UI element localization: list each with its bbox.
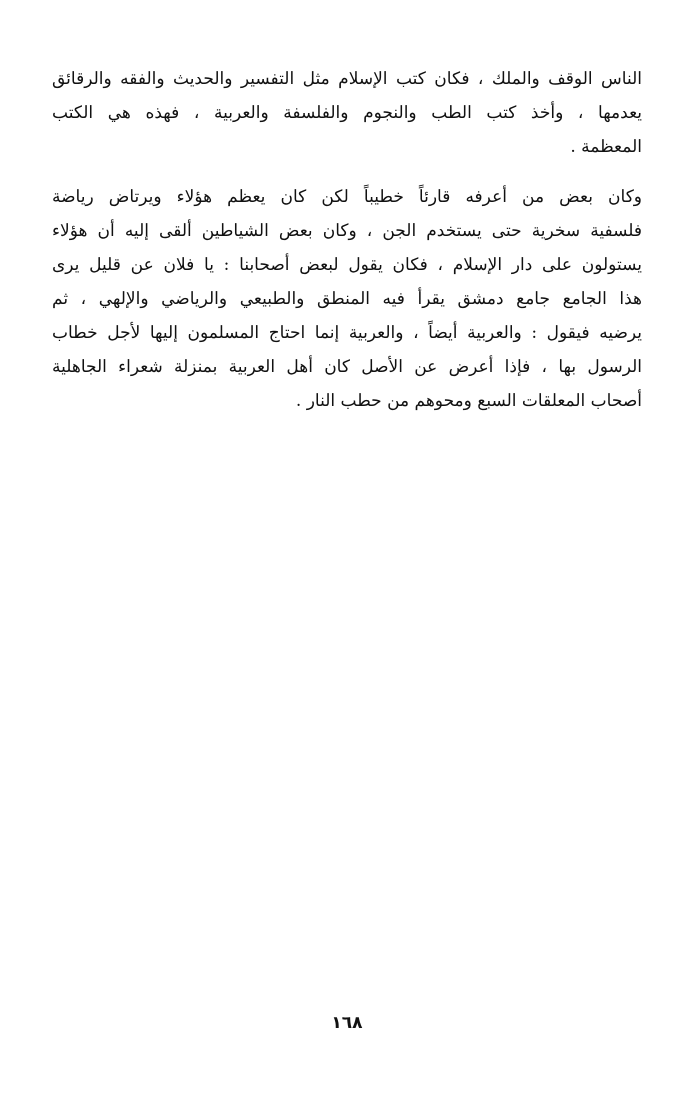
- page-number: ١٦٨: [331, 1013, 363, 1033]
- paragraph-line: هذا الجامع جامع دمشق يقرأ فيه المنطق والطبيعي والرياضي والإلهي ، ثم: [52, 289, 642, 309]
- paragraph-line: يرضيه فيقول : والعربية أيضاً ، والعربية إنما احتاج المسلمون إليها لأجل خطاب: [52, 323, 642, 343]
- paragraph-2: [52, 180, 642, 418]
- paragraph-line: المعظمة .: [570, 137, 642, 157]
- paragraph-line: أصحاب المعلقات السبع ومحوهم من حطب النار .: [295, 391, 642, 411]
- paragraph-line: وكان بعض من أعرفه قارئاً خطيباً لكن كان يعظم هؤلاء ويرتاض رياضة: [52, 187, 642, 207]
- paragraph-line: الناس الوقف والملك ، فكان كتب الإسلام مثل التفسير والحديث والفقه والرقائق: [52, 69, 642, 89]
- paragraph-1: [52, 62, 642, 164]
- paragraph-line: يعدمها ، وأخذ كتب الطب والنجوم والفلسفة والعربية ، فهذه هي الكتب: [52, 103, 642, 123]
- paragraph-line: فلسفية سخرية حتى يستخدم الجن ، وكان بعض الشياطين ألقى إليه أن هؤلاء: [52, 221, 642, 241]
- paragraph-line: يستولون على دار الإسلام ، فكان يقول لبعض أصحابنا : يا فلان عن قليل يرى: [52, 255, 642, 275]
- paragraph-line: الرسول بها ، فإذا أعرض عن الأصل كان أهل العربية بمنزلة شعراء الجاهلية: [52, 357, 642, 377]
